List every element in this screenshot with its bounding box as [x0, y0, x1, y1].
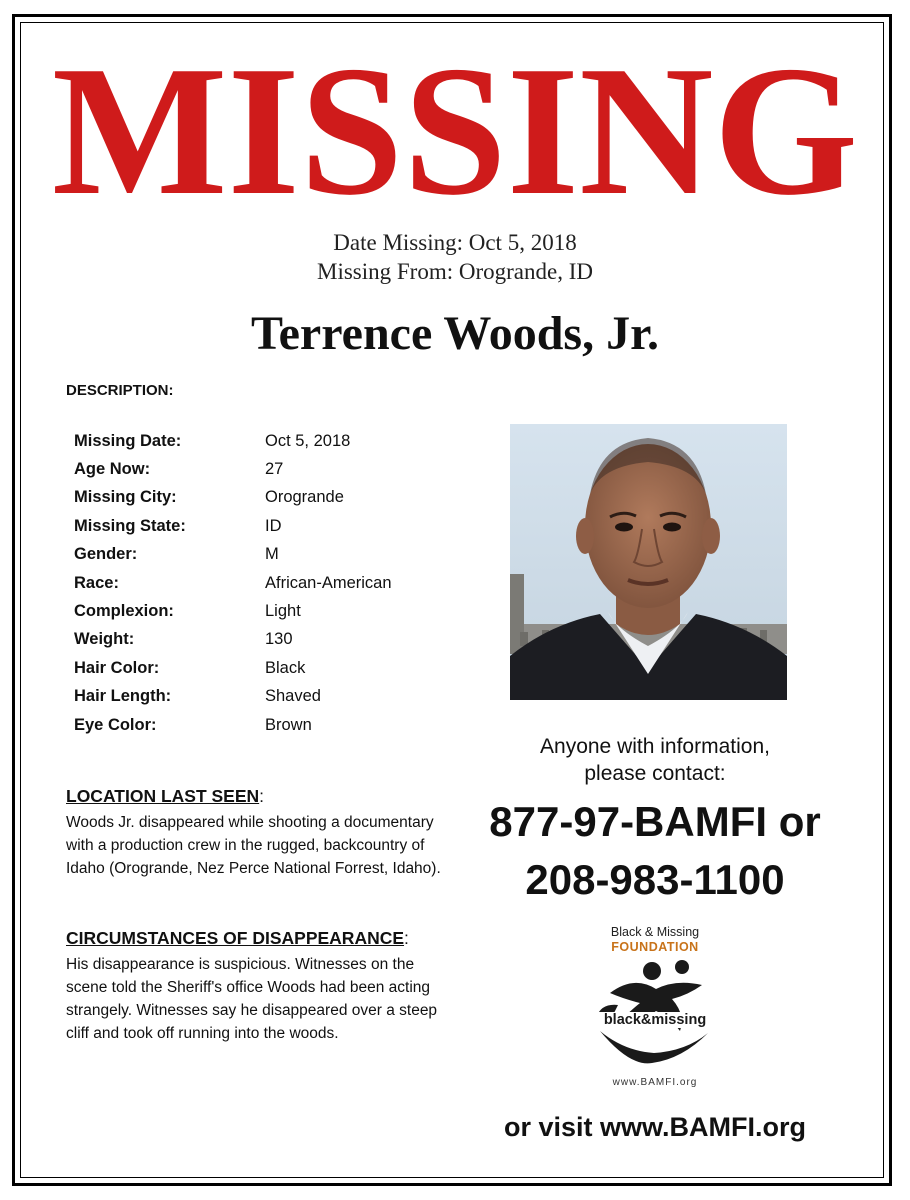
fact-row: [74, 541, 392, 569]
phone-line-2: 208-983-1100: [525, 856, 785, 903]
fact-row: [74, 654, 392, 682]
fact-value: African-American: [265, 573, 392, 592]
phone-line-1: 877-97-BAMFI or: [489, 798, 821, 845]
fact-value: Shaved: [265, 687, 321, 706]
fact-label: Race:: [74, 573, 119, 592]
fact-label: Weight:: [74, 630, 135, 649]
fact-label: Age Now:: [74, 460, 151, 479]
fact-label: Complexion:: [74, 602, 174, 621]
missing-from-line: Missing From: Orogrande, ID: [317, 259, 593, 284]
fact-value: M: [265, 545, 279, 564]
missing-title: MISSING: [51, 28, 859, 234]
foundation-logo: [590, 925, 720, 1095]
fact-label: Missing State:: [74, 516, 186, 535]
fact-row: [74, 512, 392, 540]
description-facts: [74, 427, 392, 739]
fact-row: [74, 683, 392, 711]
fact-value: Black: [265, 658, 306, 677]
circumstances-body: His disappearance is suspicious. Witnesses on the scene told the Sheriff's office Woods had been acting strangely. Witnesses say he disappeared over a steep cliff and took off running into the woods.: [66, 956, 438, 1042]
contact-line-2: please contact:: [584, 762, 726, 785]
location-heading: LOCATION LAST SEEN:: [66, 786, 265, 806]
logo-url: www.BAMFI.org: [612, 1077, 698, 1088]
fact-row: [74, 455, 392, 483]
fact-row: [74, 711, 392, 739]
fact-value: Light: [265, 602, 301, 621]
fact-value: 130: [265, 630, 293, 649]
fact-label: Hair Length:: [74, 687, 172, 706]
fact-value: 27: [265, 460, 284, 479]
fact-value: Brown: [265, 715, 312, 734]
visit-website-line: or visit www.BAMFI.org: [503, 1112, 806, 1142]
fact-row: [74, 626, 392, 654]
fact-label: Hair Color:: [74, 658, 160, 677]
fact-value: Oct 5, 2018: [265, 431, 351, 450]
logo-line-1: Black & Missing: [610, 925, 700, 939]
person-photo: [510, 424, 787, 700]
fact-label: Gender:: [74, 545, 138, 564]
fact-row: [74, 569, 392, 597]
fact-value: Orogrande: [265, 488, 344, 507]
description-heading: DESCRIPTION:: [66, 382, 174, 399]
date-missing-line: Date Missing: Oct 5, 2018: [333, 230, 577, 255]
fact-value: ID: [265, 516, 282, 535]
person-name: Terrence Woods, Jr.: [250, 307, 660, 360]
fact-row: [74, 427, 392, 455]
fact-row: [74, 597, 392, 625]
logo-line-2: FOUNDATION: [611, 940, 699, 954]
fact-label: Missing Date:: [74, 431, 182, 450]
fact-label: Eye Color:: [74, 715, 157, 734]
contact-line-1: Anyone with information,: [540, 735, 770, 758]
circumstances-heading: CIRCUMSTANCES OF DISAPPEARANCE:: [66, 928, 409, 948]
fact-row: [74, 484, 392, 512]
location-body: Woods Jr. disappeared while shooting a documentary with a production crew in the rugged, backcountry of Idaho (Orogrande, Nez Perce National Forrest, Idaho).: [66, 814, 441, 877]
fact-label: Missing City:: [74, 488, 177, 507]
logo-wordmark: black&missing: [590, 1012, 720, 1028]
